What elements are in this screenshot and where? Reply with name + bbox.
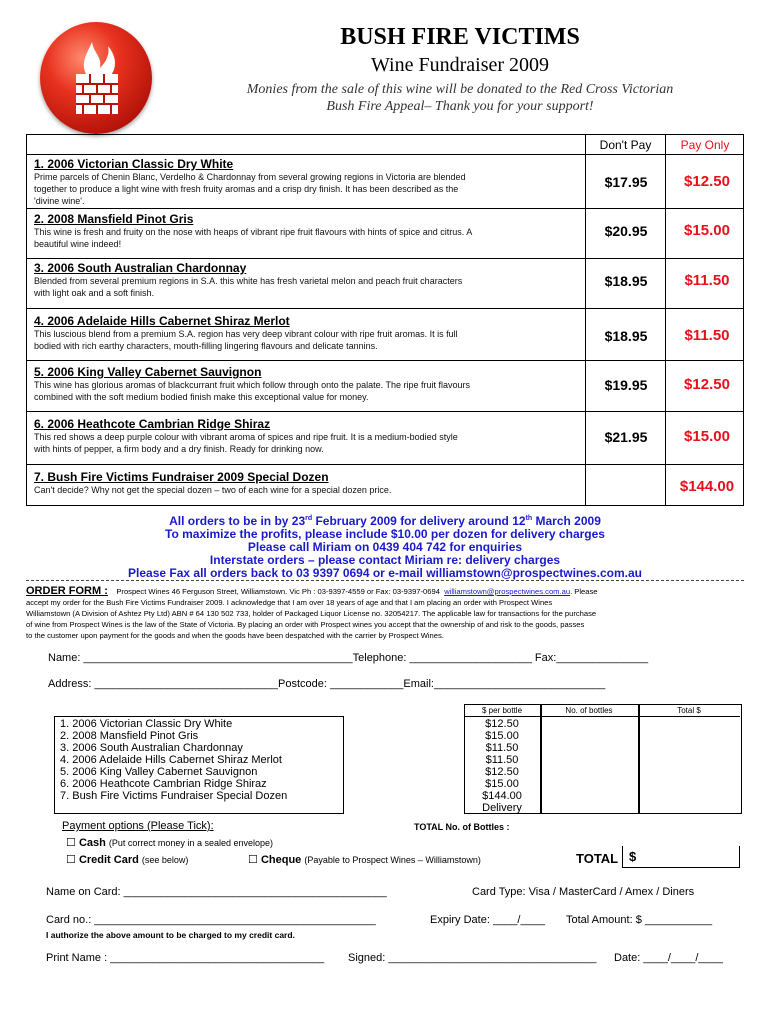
order-item: 4. 2006 Adelaide Hills Cabernet Shiraz Merlot — [60, 754, 282, 766]
order-item-price: $15.00 — [485, 778, 519, 790]
dont-pay-price: $21.95 — [604, 429, 648, 445]
payment-heading: Payment options (Please Tick): — [62, 820, 214, 832]
dont-pay-price: $18.95 — [604, 328, 648, 344]
order-form-heading: ORDER FORM : — [26, 585, 108, 597]
date-field[interactable]: Date: ____/____/____ — [614, 952, 723, 964]
wine-description: This luscious blend from a premium S.A. region has very deep vibrant colour with ripe fruit aromas. It is full bodied with rich earthy characters, mouth-filling lingering flavours and delicate tannins. — [34, 329, 458, 351]
wine-name: 4. 2006 Adelaide Hills Cabernet Shiraz Merlot — [34, 314, 290, 328]
wine-name: 5. 2006 King Valley Cabernet Sauvignon — [34, 365, 262, 379]
name-on-card-field[interactable]: Name on Card: ___________________________________________ — [46, 886, 387, 898]
card-type-field[interactable]: Card Type: Visa / MasterCard / Amex / Diners — [472, 886, 695, 898]
grid-divider — [26, 258, 744, 259]
address-field[interactable]: Address: ______________________________Postcode: ____________Email:____________________________ — [48, 678, 606, 690]
email-link[interactable]: williamstown@prospectwines.com.au — [444, 587, 571, 596]
total-amount-card-field[interactable]: Total Amount: $ ___________ — [566, 914, 713, 926]
order-item: 5. 2006 King Valley Cabernet Sauvignon — [60, 766, 258, 778]
wine-description: Blended from several premium regions in S.A. this white has fresh varietal melon and peach fruit characters with light oak and a soft finish. — [34, 276, 463, 298]
price-header: $ per bottle — [481, 706, 523, 715]
wine-row — [34, 365, 582, 403]
page-title: BUSH FIRE VICTIMS — [340, 24, 580, 50]
dont-pay-price: $20.95 — [604, 223, 648, 239]
wine-name: 3. 2006 South Australian Chardonnay — [34, 261, 247, 275]
wine-description: Prime parcels of Chenin Blanc, Verdelho & Chardonnay from several growing regions in Victoria are blended together to produce a light wine with fresh fruity aromas and a crisp dry finish. It has been described as the 'divine wine'. — [34, 172, 466, 206]
pay-only-price: $11.50 — [684, 272, 730, 289]
wine-description: Can't decide? Why not get the special dozen – two of each wine for a special dozen price. — [34, 485, 392, 495]
order-notice: All orders to be in by 23rd February 2009 for delivery around 12th March 2009 To maximize the profits, please include $10.00 per dozen for delivery charges Please call Miriam on 0439 404 742 for enquiries Interstate orders – please contact Miriam re: delivery charges Please Fax all orders back to 03 9397 0694 or e-mail williamstown@prospectwines.com.au — [128, 514, 642, 580]
credit-card-option[interactable]: ☐ Credit Card (see below) — [66, 854, 189, 866]
order-item: 6. 2006 Heathcote Cambrian Ridge Shiraz — [60, 778, 267, 790]
wine-row — [34, 417, 582, 455]
page-subtitle: Wine Fundraiser 2009 — [370, 54, 550, 76]
order-item: 3. 2006 South Australian Chardonnay — [60, 742, 243, 754]
pay-only-price: $15.00 — [684, 428, 730, 445]
order-item: 2. 2008 Mansfield Pinot Gris — [60, 730, 199, 742]
wine-name: 7. Bush Fire Victims Fundraiser 2009 Special Dozen — [34, 470, 329, 484]
cheque-option[interactable]: ☐ Cheque (Payable to Prospect Wines – Williamstown) — [248, 854, 481, 866]
grid-divider — [26, 208, 744, 209]
total-amount-field[interactable]: $ — [622, 846, 740, 868]
order-item: 1. 2006 Victorian Classic Dry White — [60, 718, 233, 730]
order-item-price: $12.50 — [485, 766, 519, 778]
wine-row — [34, 314, 582, 352]
signature-field[interactable]: Signed: __________________________________ — [348, 952, 597, 964]
special-dozen-price: $144.00 — [679, 478, 735, 495]
total-label: TOTAL — [576, 851, 619, 866]
name-phone-fax-field[interactable]: Name: ____________________________________________Telephone: ____________________ Fax:_______________ — [48, 652, 649, 664]
wine-name: 6. 2006 Heathcote Cambrian Ridge Shiraz — [34, 417, 271, 431]
order-item: 7. Bush Fire Victims Fundraiser Special Dozen — [60, 790, 288, 802]
grid-divider — [26, 154, 744, 155]
cash-option[interactable]: ☐ Cash (Put correct money in a sealed envelope) — [66, 837, 273, 849]
authorize-text: I authorize the above amount to be charged to my credit card. — [46, 930, 295, 940]
wine-row — [34, 261, 582, 299]
print-name-field[interactable]: Print Name : ___________________________________ — [46, 952, 325, 964]
order-item-price: $144.00 — [482, 790, 522, 802]
wine-row — [34, 212, 582, 250]
card-number-field[interactable]: Card no.: ______________________________________________ — [46, 914, 376, 926]
wine-description: This red shows a deep purple colour with vibrant aroma of spices and ripe fruit. It is a medium-bodied style with hints of pepper, a firm body and a dry finish. Ready for drinking now. — [34, 432, 458, 454]
expiry-date-field[interactable]: Expiry Date: ____/____ — [430, 914, 545, 926]
order-item-price: $12.50 — [485, 718, 519, 730]
divider — [26, 580, 744, 581]
pay-only-price: $12.50 — [684, 173, 730, 190]
checkbox-icon[interactable]: ☐ — [66, 854, 76, 866]
tagline: Monies from the sale of this wine will be donated to the Red Cross Victorian Bush Fire Appeal– Thank you for your support! — [246, 82, 674, 114]
dont-pay-price: $19.95 — [604, 377, 648, 393]
fire-brick-logo-icon — [40, 22, 152, 134]
grid-divider — [26, 464, 744, 465]
order-item-price: $11.50 — [485, 742, 519, 754]
grid-divider — [26, 360, 744, 361]
wine-name: 1. 2006 Victorian Classic Dry White — [34, 157, 234, 171]
dont-pay-header: Don't Pay — [599, 138, 652, 152]
pay-only-price: $12.50 — [684, 376, 730, 393]
wine-row — [34, 157, 582, 207]
total-header: Total $ — [677, 706, 701, 715]
checkbox-icon[interactable]: ☐ — [248, 854, 258, 866]
special-dozen-row — [34, 470, 582, 496]
pay-only-price: $11.50 — [684, 327, 730, 344]
qty-header: No. of bottles — [565, 706, 613, 715]
checkbox-icon[interactable]: ☐ — [66, 837, 76, 849]
order-item-price: $11.50 — [485, 754, 519, 766]
dont-pay-price: $18.95 — [604, 273, 648, 289]
pay-only-price: $15.00 — [684, 222, 730, 239]
wine-description: This wine is fresh and fruity on the nose with heaps of vibrant ripe fruit flavours with hints of spice and citrus. A beautiful wine indeed! — [34, 227, 473, 249]
wine-description: This wine has glorious aromas of blackcurrant fruit which follow through onto the palate. The ripe fruit flavours combined with the soft medium bodied finish make this exceptional value for money. — [34, 380, 471, 402]
dont-pay-price: $17.95 — [604, 174, 648, 190]
wine-name: 2. 2008 Mansfield Pinot Gris — [34, 212, 194, 226]
order-form-terms: ORDER FORM : Prospect Wines 46 Ferguson Street, Williamstown. Vic Ph : 03-9397-4559 or Fax: 03-9397-0694 williamstown@prospectwines.com.au. Please accept my order for the Bush Fire Victims Fundraiser 2009. I acknowledge that I am over 18 years of age and that I am placing an order with Prospect Wines Williamstown (A Division of Ashtez Pty Ltd) ABN # 64 130 502 733, holder of Packaged Liquor License no. 32054217. The applicable law for transactions for the purchase of wine from Prospect Wines is the law of the State of Victoria. By placing an order with Prospect wines you accept that the ownership of and risk to the goods, passes to the customer upon payment for the goods and when the goods have been despatched with the carrier by Prospect Wines. — [26, 585, 598, 640]
order-item-price: $15.00 — [485, 730, 519, 742]
total-bottles-label: TOTAL No. of Bottles : — [414, 822, 510, 832]
grid-divider — [26, 411, 744, 412]
delivery-label: Delivery — [482, 802, 522, 814]
pay-only-header: Pay Only — [680, 138, 730, 152]
grid-divider — [26, 308, 744, 309]
